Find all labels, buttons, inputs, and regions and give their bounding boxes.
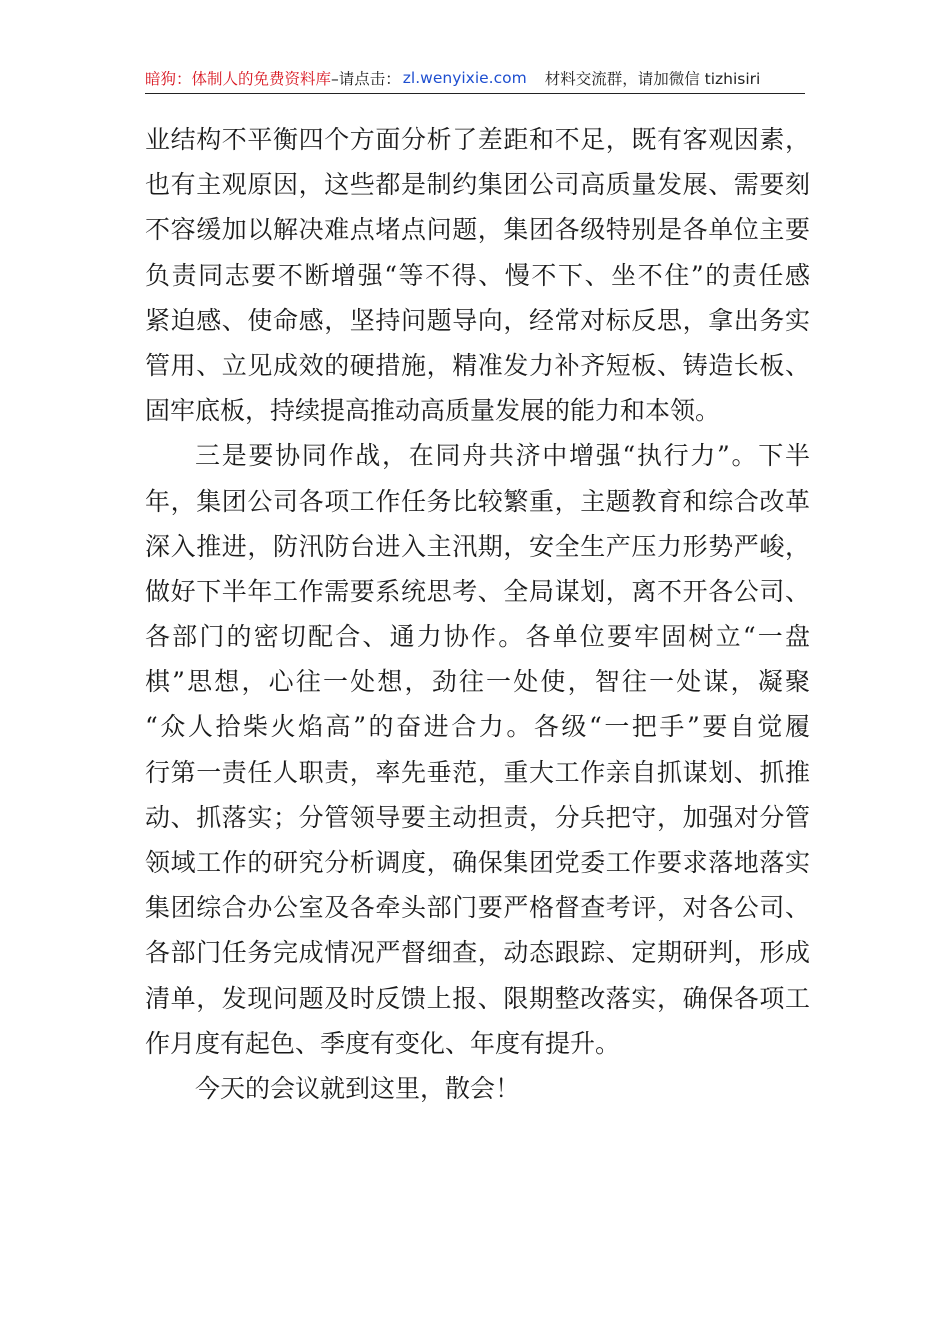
text-line: 今天的会议就到这里，散会！	[195, 1073, 521, 1103]
text-line: 也有主观原因，这些都是制约集团公司高质量发展、需要刻	[145, 170, 810, 200]
text-line: 做好下半年工作需要系统思考、全局谋划，离不开各公司、	[145, 576, 810, 606]
text-line: 清单，发现问题及时反馈上报、限期整改落实，确保各项工	[145, 983, 810, 1013]
text-line: 领域工作的研究分析调度，确保集团党委工作要求落地落实	[145, 848, 810, 877]
text-line: “众人拾柴火焰高”的奋进合力。各级“一把手”要自觉履	[145, 712, 810, 742]
text-line: 集团综合办公室及各牵头部门要严格督查考评，对各公司、	[145, 893, 810, 923]
text-line: 作月度有起色、季度有变化、年度有提升。	[145, 1028, 621, 1058]
text-line: 负责同志要不断增强“等不得、慢不下、坐不住”的责任感	[145, 260, 810, 290]
text-line: 不容缓加以解决难点堵点问题，集团各级特别是各单位主要	[145, 215, 810, 245]
text-line: 动、抓落实；分管领导要主动担责，分兵把守，加强对分管	[145, 802, 810, 832]
text-line: 业结构不平衡四个方面分析了差距和不足，既有客观因素，	[145, 125, 810, 154]
text-line: 棋”思想，心往一处想，劲往一处使，智往一处谋，凝聚	[145, 667, 810, 697]
header-group-info: 材料交流群，请加微信 tizhisiri	[544, 69, 761, 88]
text-line: 固牢底板，持续提高推动高质量发展的能力和本领。	[145, 396, 721, 426]
document-body	[145, 117, 810, 1111]
header-link[interactable]: zl.wenyixie.com	[402, 68, 527, 87]
text-line: 年，集团公司各项工作任务比较繁重，主题教育和综合改革	[145, 486, 810, 516]
text-line: 紧迫感、使命感，坚持问题导向，经常对标反思，拿出务实	[145, 305, 810, 335]
text-line: 各部门的密切配合、通力协作。各单位要牢固树立“一盘	[145, 622, 810, 652]
paragraph	[145, 433, 810, 1066]
header-prompt: –请点击：	[331, 69, 401, 88]
header-brand: 暗狗：体制人的免费资料库	[145, 69, 332, 88]
text-line: 三是要协同作战，在同舟共济中增强“执行力”。下半	[195, 441, 810, 471]
page-header-banner	[145, 66, 805, 94]
text-line: 深入推进，防汛防台进入主汛期，安全生产压力形势严峻，	[145, 531, 810, 561]
text-line: 行第一责任人职责，率先垂范，重大工作亲自抓谋划、抓推	[145, 757, 810, 787]
text-line: 管用、立见成效的硬措施，精准发力补齐短板、铸造长板、	[145, 350, 810, 380]
text-line: 各部门任务完成情况严督细查，动态跟踪、定期研判，形成	[145, 938, 810, 968]
paragraph	[145, 117, 810, 433]
paragraph	[145, 1066, 810, 1111]
